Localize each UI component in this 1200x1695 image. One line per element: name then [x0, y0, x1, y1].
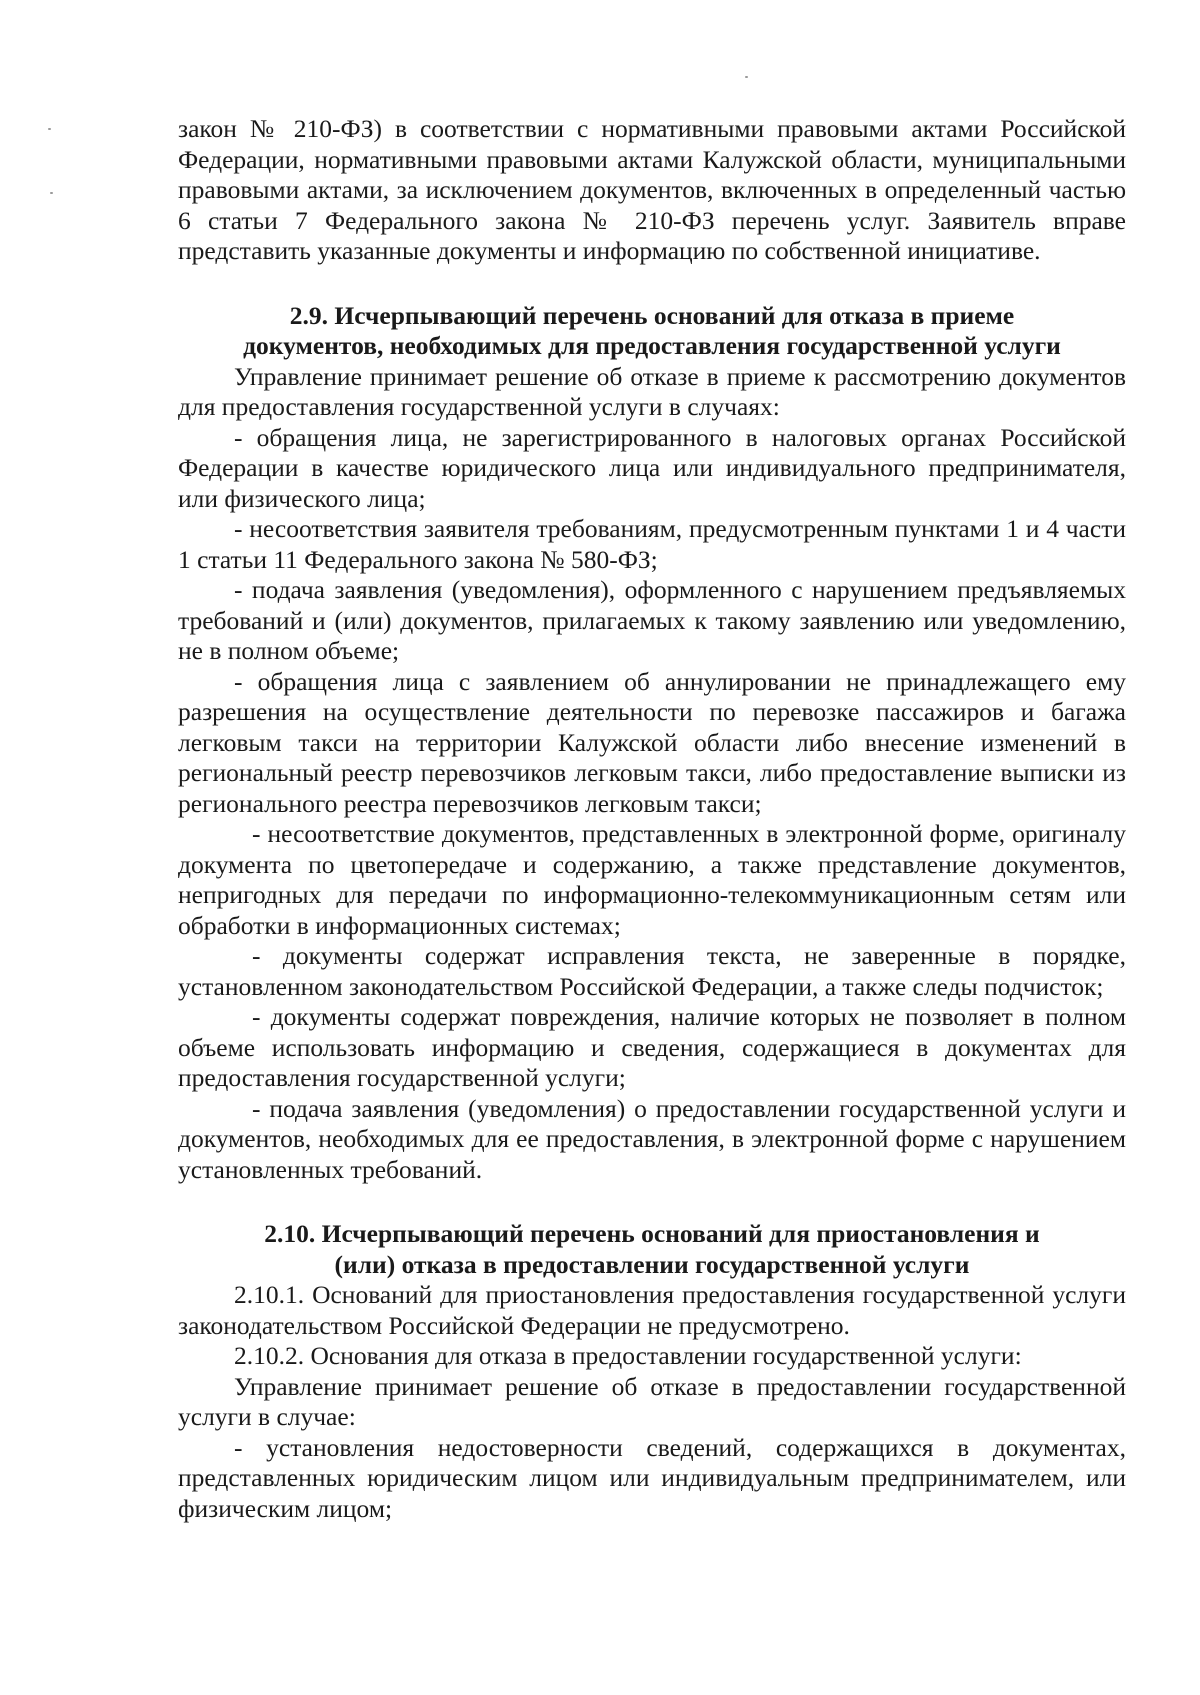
- list-item: - документы содержат повреждения, наличие которых не позволяет в полном объеме использовать информацию и сведения, содержащиеся в документах для предоставления государственной услуги;: [178, 1002, 1126, 1092]
- section-2-9-heading: 2.9. Исчерпывающий перечень оснований для отказа в приеме документов, необходимых для предоставления государственной услуги: [243, 300, 1061, 360]
- list-item: - несоответствие документов, представленных в электронной форме, оригиналу документа по цветопередаче и содержанию, а также представление документов, непригодных для передачи по информационно-телекоммуникационным сетям или обработки в информационных системах;: [178, 819, 1126, 940]
- scan-speck: [48, 128, 51, 130]
- section-2-10-heading: 2.10. Исчерпывающий перечень оснований для приостановления и (или) отказа в предоставлении государственной услуги: [264, 1219, 1040, 1279]
- section-2-9-lead: Управление принимает решение об отказе в приеме к рассмотрению документов для предоставления государственной услуги в случаях:: [178, 361, 1126, 421]
- refusal-decision-paragraph: Управление принимает решение об отказе в предоставлении государственной услуги в случае:: [178, 1371, 1126, 1431]
- list-item: - подача заявления (уведомления), оформленного с нарушением предъявляемых требований и (или) документов, прилагаемых к такому заявлению или уведомлению, не в полном объеме;: [178, 575, 1126, 665]
- document-page: [178, 114, 1126, 1524]
- list-item: - обращения лица, не зарегистрированного в налоговых органах Российской Федерации в качестве юридического лица или индивидуального предпринимателя, или физического лица;: [178, 422, 1126, 513]
- list-item: - обращения лица с заявлением об аннулировании не принадлежащего ему разрешения на осуществление деятельности по перевозке пассажиров и багажа легковым такси на территории Калужской области либо внесение изменений в региональный реестр перевозчиков легковым такси, либо предоставление выписки из регионального реестра перевозчиков легковым такси;: [178, 666, 1126, 818]
- intro-paragraph: закон № 210-ФЗ) в соответствии с нормативными правовыми актами Российской Федерации, нормативными правовыми актами Калужской области, муниципальными правовыми актами, за исключением документов, включенных в определенный частью 6 статьи 7 Федерального закона № 210-ФЗ перечень услуг. Заявитель вправе представить указанные документы и информацию по собственной инициативе.: [178, 114, 1126, 265]
- scan-speck: [745, 76, 748, 78]
- scan-speck: [50, 192, 53, 194]
- list-item: - документы содержат исправления текста, не заверенные в порядке, установленном законодательством Российской Федерации, а также следы подчисток;: [178, 941, 1126, 1001]
- list-item: - несоответствия заявителя требованиям, предусмотренным пунктами 1 и 4 части 1 статьи 11 Федерального закона № 580-ФЗ;: [178, 514, 1126, 574]
- section-2-10-2-paragraph: 2.10.2. Основания для отказа в предоставлении государственной услуги:: [234, 1341, 1022, 1370]
- list-item: - установления недостоверности сведений, содержащихся в документах, представленных юридическим лицом или индивидуальным предпринимателем, или физическим лицом;: [178, 1432, 1126, 1523]
- list-item: - подача заявления (уведомления) о предоставлении государственной услуги и документов, необходимых для ее предоставления, в электронной форме с нарушением установленных требований.: [178, 1093, 1126, 1184]
- section-2-10-1-paragraph: 2.10.1. Оснований для приостановления предоставления государственной услуги законодательством Российской Федерации не предусмотрено.: [178, 1280, 1126, 1340]
